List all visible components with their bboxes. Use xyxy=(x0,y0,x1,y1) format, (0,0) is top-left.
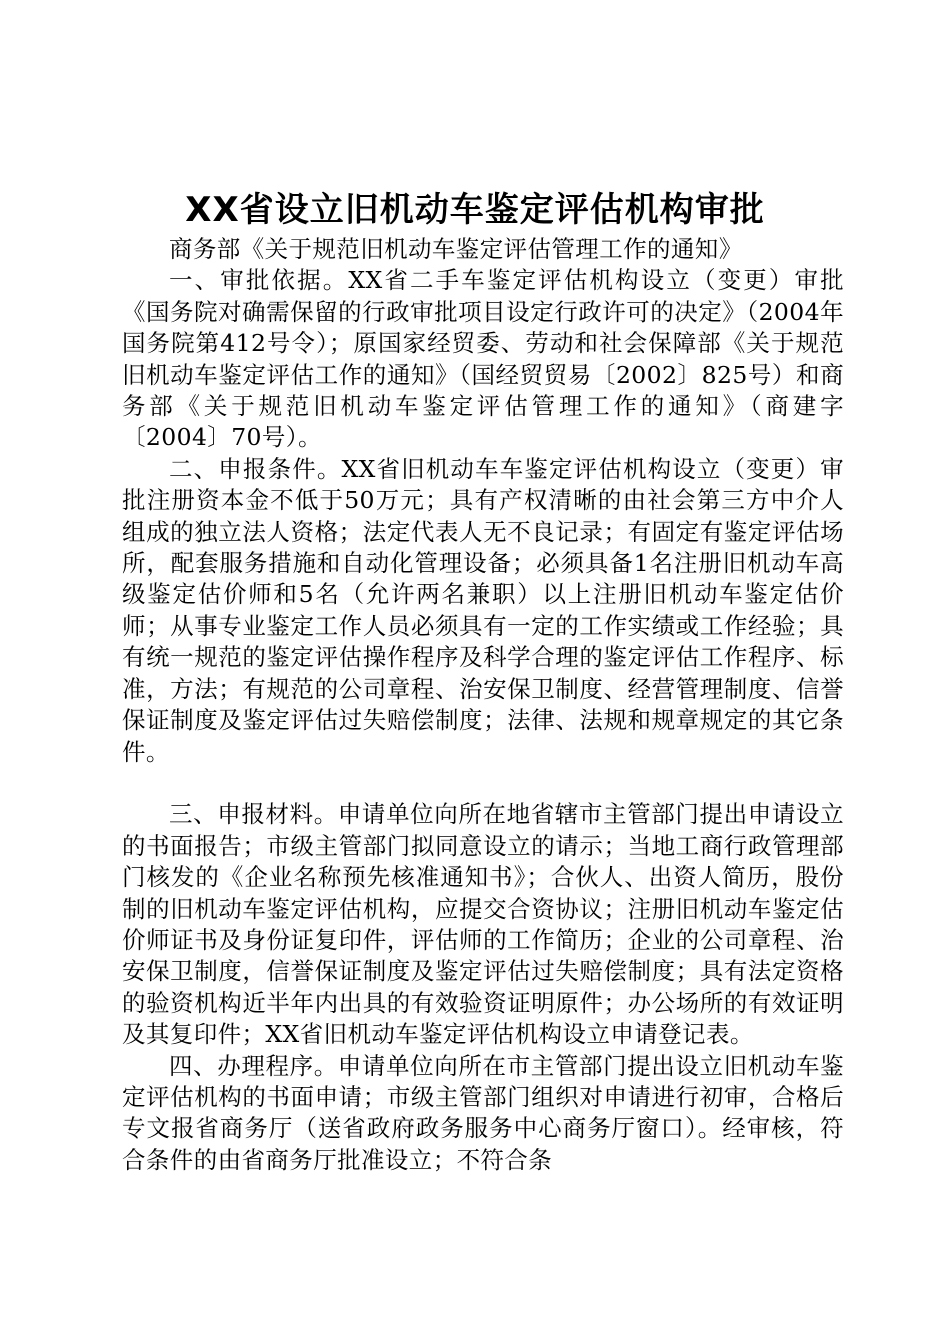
paragraph-materials: 三、申报材料。申请单位向所在地省辖市主管部门提出申请设立的书面报告；市级主管部门拟同意设立的请示；当地工商行政管理部门核发的《企业名称预先核准通知书》；合伙人、出资人简历，股份制的旧机动车鉴定评估机构，应提交合资协议；注册旧机动车鉴定估价师证书及身份证复印件，评估师的工作简历；企业的公司章程、治安保卫制度，信誉保证制度及鉴定评估过失赔偿制度；具有法定资格的验资机构近半年内出具的有效验资证明原件；办公场所的有效证明及其复印件；XX省旧机动车鉴定评估机构设立申请登记表。 xyxy=(122,800,844,1049)
document-title: XX省设立旧机动车鉴定评估机构审批 xyxy=(185,190,765,230)
paragraph-conditions: 二、申报条件。XX省旧机动车车鉴定评估机构设立（变更）审批注册资本金不低于50万元；具有产权清晰的由社会第三方中介人组成的独立法人资格；法定代表人无不良记录；有固定有鉴定评估场所，配套服务措施和自动化管理设备；必须具备1名注册旧机动车高级鉴定估价师和5名（允许两名兼职）以上注册旧机动车鉴定估价师；从事专业鉴定工作人员必须具有一定的工作实绩或工作经验；具有统一规范的鉴定评估操作程序及科学合理的鉴定评估工作程序、标准，方法；有规范的公司章程、治安保卫制度、经营管理制度、信誉保证制度及鉴定评估过失赔偿制度；法律、法规和规章规定的其它条件。 xyxy=(122,454,844,766)
document-body xyxy=(122,234,844,1176)
paragraph-source: 商务部《关于规范旧机动车鉴定评估管理工作的通知》 xyxy=(169,235,743,263)
paragraph-spacer xyxy=(122,768,844,799)
paragraph-basis: 一、审批依据。XX省二手车鉴定评估机构设立（变更）审批《国务院对确需保留的行政审批项目设定行政许可的决定》（2004年国务院第412号令）；原国家经贸委、劳动和社会保障部《关于规范旧机动车鉴定评估工作的通知》（国经贸贸易〔2002〕825号）和商务部《关于规范旧机动车鉴定评估管理工作的通知》（商建字〔2004〕70号）。 xyxy=(122,266,844,452)
paragraph-procedure: 四、办理程序。申请单位向所在市主管部门提出设立旧机动车鉴定评估机构的书面申请；市级主管部门组织对申请进行初审，合格后专文报省商务厅（送省政府政务服务中心商务厅窗口）。经审核，符合条件的由省商务厅批准设立；不符合条 xyxy=(122,1051,844,1174)
